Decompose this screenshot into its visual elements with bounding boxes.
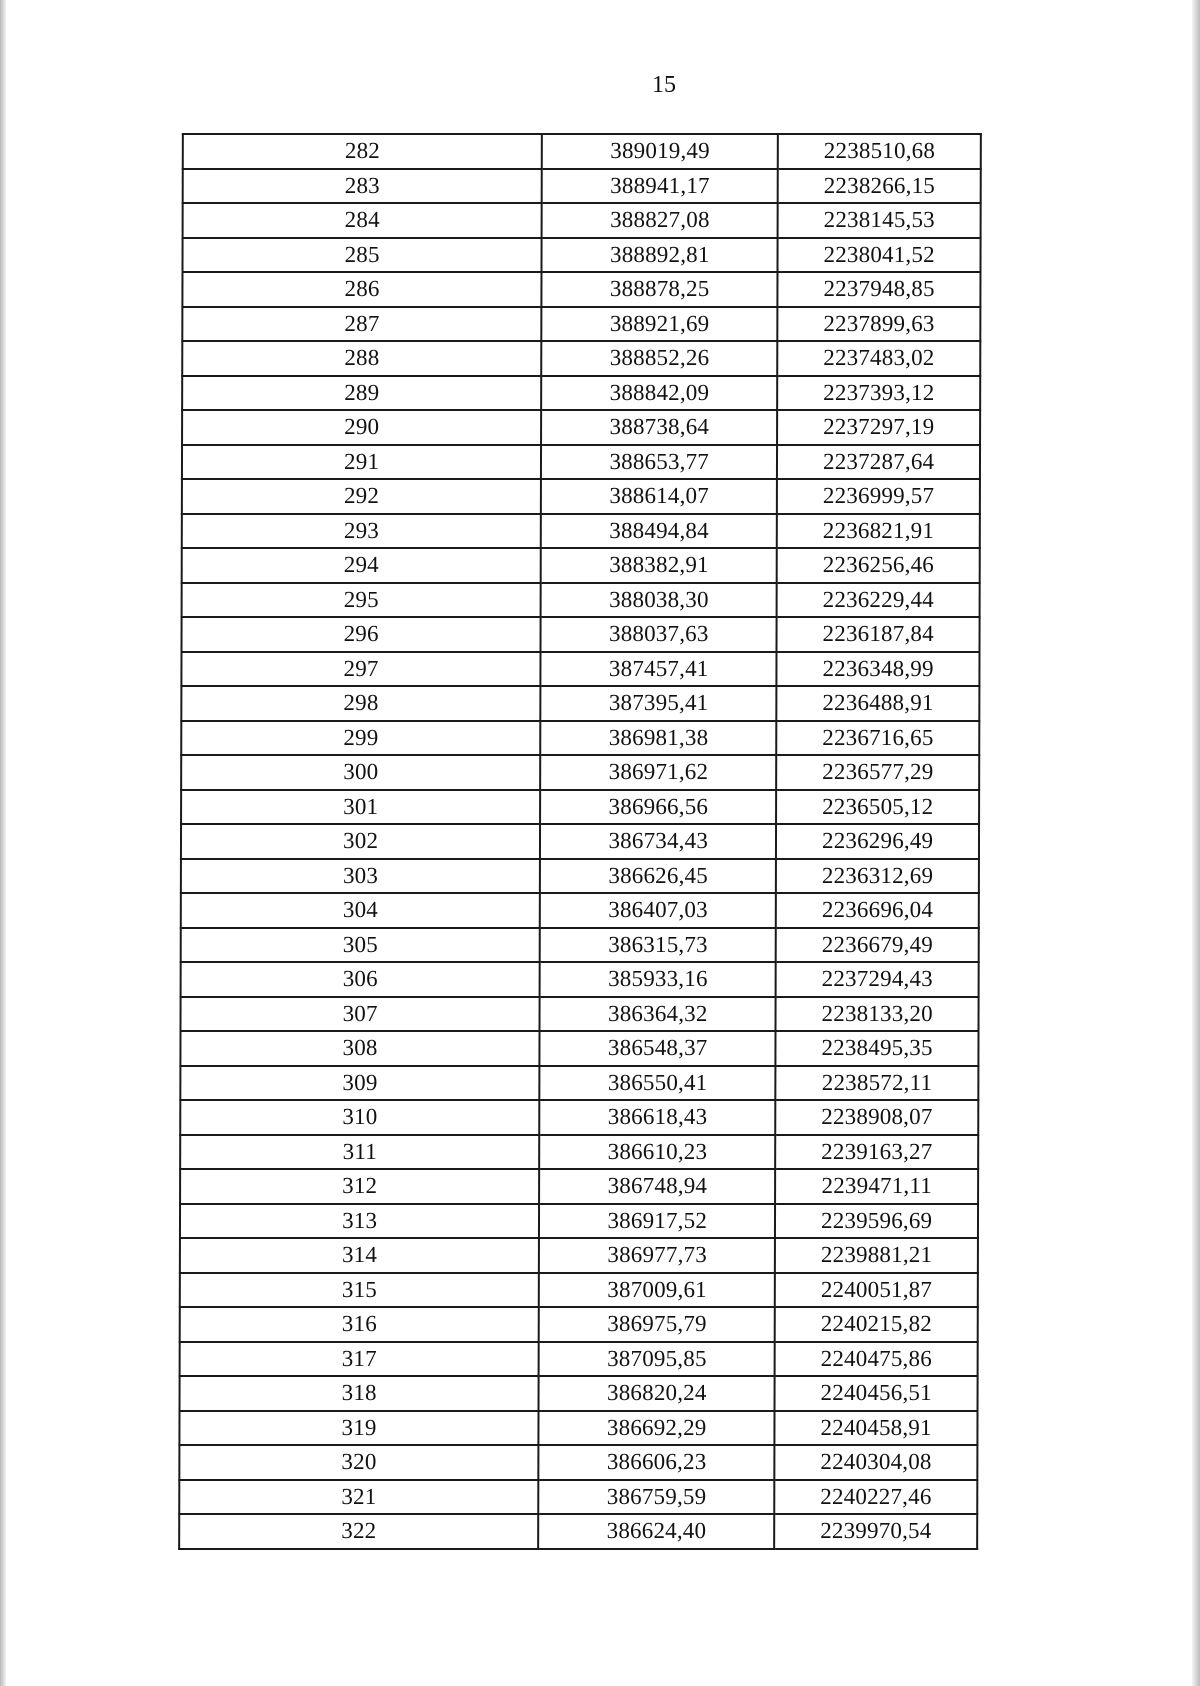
scan-edge-right [1192, 0, 1200, 1686]
y-coordinate-cell: 2236577,29 [776, 755, 979, 790]
table-row [180, 1204, 978, 1239]
x-coordinate-cell: 388827,08 [542, 203, 778, 238]
x-coordinate-cell: 388653,77 [541, 445, 777, 480]
point-number-cell: 301 [181, 790, 540, 825]
table-row [180, 1031, 978, 1066]
point-number-cell: 302 [181, 824, 540, 859]
point-number-cell: 286 [182, 272, 541, 307]
x-coordinate-cell: 386364,32 [540, 997, 776, 1032]
x-coordinate-cell: 388037,63 [541, 617, 777, 652]
point-number-cell: 317 [180, 1342, 539, 1377]
x-coordinate-cell: 386975,79 [539, 1307, 775, 1342]
point-number-cell: 314 [180, 1238, 539, 1273]
point-number-cell: 291 [182, 445, 541, 480]
y-coordinate-cell: 2236679,49 [776, 928, 979, 963]
x-coordinate-cell: 387009,61 [539, 1273, 775, 1308]
y-coordinate-cell: 2236312,69 [776, 859, 979, 894]
point-number-cell: 295 [182, 583, 541, 618]
table-row [181, 790, 979, 825]
table-row [181, 617, 979, 652]
y-coordinate-cell: 2239163,27 [775, 1135, 978, 1170]
y-coordinate-cell: 2239596,69 [775, 1204, 978, 1239]
x-coordinate-cell: 387395,41 [541, 686, 777, 721]
point-number-cell: 297 [181, 652, 540, 687]
y-coordinate-cell: 2240456,51 [775, 1376, 978, 1411]
y-coordinate-cell: 2236348,99 [777, 652, 980, 687]
point-number-cell: 282 [183, 134, 542, 169]
x-coordinate-cell: 386550,41 [540, 1066, 776, 1101]
table-row [180, 1307, 978, 1342]
x-coordinate-cell: 386407,03 [540, 893, 776, 928]
point-number-cell: 284 [183, 203, 542, 238]
y-coordinate-cell: 2236256,46 [777, 548, 980, 583]
y-coordinate-cell: 2238908,07 [776, 1100, 979, 1135]
point-number-cell: 319 [179, 1411, 538, 1446]
x-coordinate-cell: 386624,40 [538, 1514, 774, 1549]
y-coordinate-cell: 2236488,91 [777, 686, 980, 721]
table-row [180, 1100, 978, 1135]
table-row [183, 134, 981, 169]
table-row [182, 514, 980, 549]
x-coordinate-cell: 388921,69 [542, 307, 778, 342]
x-coordinate-cell: 386618,43 [539, 1100, 775, 1135]
coordinates-table-body [179, 134, 981, 1549]
x-coordinate-cell: 386977,73 [539, 1238, 775, 1273]
y-coordinate-cell: 2238145,53 [778, 203, 981, 238]
y-coordinate-cell: 2237297,19 [777, 410, 980, 445]
y-coordinate-cell: 2239970,54 [774, 1514, 977, 1549]
y-coordinate-cell: 2238495,35 [776, 1031, 979, 1066]
y-coordinate-cell: 2238133,20 [776, 997, 979, 1032]
y-coordinate-cell: 2236821,91 [777, 514, 980, 549]
y-coordinate-cell: 2240227,46 [775, 1480, 978, 1515]
point-number-cell: 311 [180, 1135, 539, 1170]
y-coordinate-cell: 2240475,86 [775, 1342, 978, 1377]
point-number-cell: 289 [182, 376, 541, 411]
table-row [182, 583, 980, 618]
point-number-cell: 287 [182, 307, 541, 342]
x-coordinate-cell: 386748,94 [539, 1169, 775, 1204]
x-coordinate-cell: 387095,85 [539, 1342, 775, 1377]
x-coordinate-cell: 388382,91 [541, 548, 777, 583]
x-coordinate-cell: 388842,09 [541, 376, 777, 411]
y-coordinate-cell: 2240304,08 [775, 1445, 978, 1480]
x-coordinate-cell: 386548,37 [540, 1031, 776, 1066]
point-number-cell: 320 [179, 1445, 538, 1480]
x-coordinate-cell: 386626,45 [540, 859, 776, 894]
y-coordinate-cell: 2238510,68 [778, 134, 981, 169]
table-row [180, 1273, 978, 1308]
y-coordinate-cell: 2236505,12 [776, 790, 979, 825]
table-row [182, 272, 980, 307]
x-coordinate-cell: 386692,29 [539, 1411, 775, 1446]
point-number-cell: 308 [180, 1031, 539, 1066]
y-coordinate-cell: 2240051,87 [775, 1273, 978, 1308]
point-number-cell: 313 [180, 1204, 539, 1239]
table-row [182, 410, 980, 445]
y-coordinate-cell: 2236999,57 [777, 479, 980, 514]
y-coordinate-cell: 2236187,84 [777, 617, 980, 652]
table-row [181, 721, 979, 756]
point-number-cell: 285 [182, 238, 541, 273]
point-number-cell: 306 [181, 962, 540, 997]
point-number-cell: 300 [181, 755, 540, 790]
y-coordinate-cell: 2238572,11 [776, 1066, 979, 1101]
y-coordinate-cell: 2237393,12 [777, 376, 980, 411]
x-coordinate-cell: 386917,52 [539, 1204, 775, 1239]
x-coordinate-cell: 388892,81 [542, 238, 778, 273]
point-number-cell: 290 [182, 410, 541, 445]
table-row [183, 203, 981, 238]
point-number-cell: 299 [181, 721, 540, 756]
point-number-cell: 305 [181, 928, 540, 963]
y-coordinate-cell: 2237294,43 [776, 962, 979, 997]
y-coordinate-cell: 2237948,85 [778, 272, 981, 307]
table-row [180, 1135, 978, 1170]
table-row [181, 928, 979, 963]
y-coordinate-cell: 2238041,52 [778, 238, 981, 273]
point-number-cell: 288 [182, 341, 541, 376]
table-row [181, 824, 979, 859]
x-coordinate-cell: 386610,23 [539, 1135, 775, 1170]
table-row [179, 1514, 977, 1549]
y-coordinate-cell: 2239881,21 [775, 1238, 978, 1273]
table-row [180, 1066, 978, 1101]
table-row [183, 169, 981, 204]
table-row [181, 859, 979, 894]
x-coordinate-cell: 386981,38 [540, 721, 776, 756]
point-number-cell: 310 [180, 1100, 539, 1135]
scan-edge-left [0, 0, 6, 1686]
table-row [179, 1480, 977, 1515]
x-coordinate-cell: 388878,25 [542, 272, 778, 307]
point-number-cell: 303 [181, 859, 540, 894]
x-coordinate-cell: 388852,26 [541, 341, 777, 376]
table-row [182, 238, 980, 273]
table-row [179, 1445, 977, 1480]
x-coordinate-cell: 386971,62 [540, 755, 776, 790]
point-number-cell: 298 [181, 686, 540, 721]
y-coordinate-cell: 2236229,44 [777, 583, 980, 618]
table-row [182, 479, 980, 514]
point-number-cell: 292 [182, 479, 541, 514]
table-row [180, 1342, 978, 1377]
table-row [180, 1376, 978, 1411]
y-coordinate-cell: 2237483,02 [778, 341, 981, 376]
x-coordinate-cell: 388738,64 [541, 410, 777, 445]
point-number-cell: 316 [180, 1307, 539, 1342]
table-row [181, 652, 979, 687]
point-number-cell: 304 [181, 893, 540, 928]
y-coordinate-cell: 2236716,65 [777, 721, 980, 756]
x-coordinate-cell: 385933,16 [540, 962, 776, 997]
point-number-cell: 296 [181, 617, 540, 652]
table-row [181, 962, 979, 997]
point-number-cell: 312 [180, 1169, 539, 1204]
page-number: 15 [652, 72, 676, 98]
table-row [182, 307, 980, 342]
x-coordinate-cell: 386759,59 [539, 1480, 775, 1515]
x-coordinate-cell: 386606,23 [539, 1445, 775, 1480]
x-coordinate-cell: 386966,56 [540, 790, 776, 825]
point-number-cell: 322 [179, 1514, 538, 1549]
table-row [180, 1169, 978, 1204]
table-row [182, 445, 980, 480]
x-coordinate-cell: 389019,49 [542, 134, 778, 169]
y-coordinate-cell: 2236696,04 [776, 893, 979, 928]
point-number-cell: 321 [179, 1480, 538, 1515]
y-coordinate-cell: 2238266,15 [778, 169, 981, 204]
x-coordinate-cell: 388614,07 [541, 479, 777, 514]
table-row [181, 686, 979, 721]
y-coordinate-cell: 2239471,11 [775, 1169, 978, 1204]
y-coordinate-cell: 2236296,49 [776, 824, 979, 859]
point-number-cell: 315 [180, 1273, 539, 1308]
y-coordinate-cell: 2237899,63 [778, 307, 981, 342]
coordinates-table [178, 133, 982, 1550]
x-coordinate-cell: 386734,43 [540, 824, 776, 859]
table-row [182, 376, 980, 411]
y-coordinate-cell: 2237287,64 [777, 445, 980, 480]
table-row [182, 341, 980, 376]
y-coordinate-cell: 2240215,82 [775, 1307, 978, 1342]
table-row [179, 1411, 977, 1446]
point-number-cell: 293 [182, 514, 541, 549]
x-coordinate-cell: 387457,41 [541, 652, 777, 687]
table-row [180, 1238, 978, 1273]
point-number-cell: 309 [180, 1066, 539, 1101]
x-coordinate-cell: 388494,84 [541, 514, 777, 549]
y-coordinate-cell: 2240458,91 [775, 1411, 978, 1446]
point-number-cell: 294 [182, 548, 541, 583]
x-coordinate-cell: 388038,30 [541, 583, 777, 618]
point-number-cell: 283 [183, 169, 542, 204]
x-coordinate-cell: 386315,73 [540, 928, 776, 963]
point-number-cell: 307 [181, 997, 540, 1032]
table-row [181, 755, 979, 790]
table-row [182, 548, 980, 583]
x-coordinate-cell: 386820,24 [539, 1376, 775, 1411]
table-row [181, 997, 979, 1032]
x-coordinate-cell: 388941,17 [542, 169, 778, 204]
point-number-cell: 318 [180, 1376, 539, 1411]
table-row [181, 893, 979, 928]
